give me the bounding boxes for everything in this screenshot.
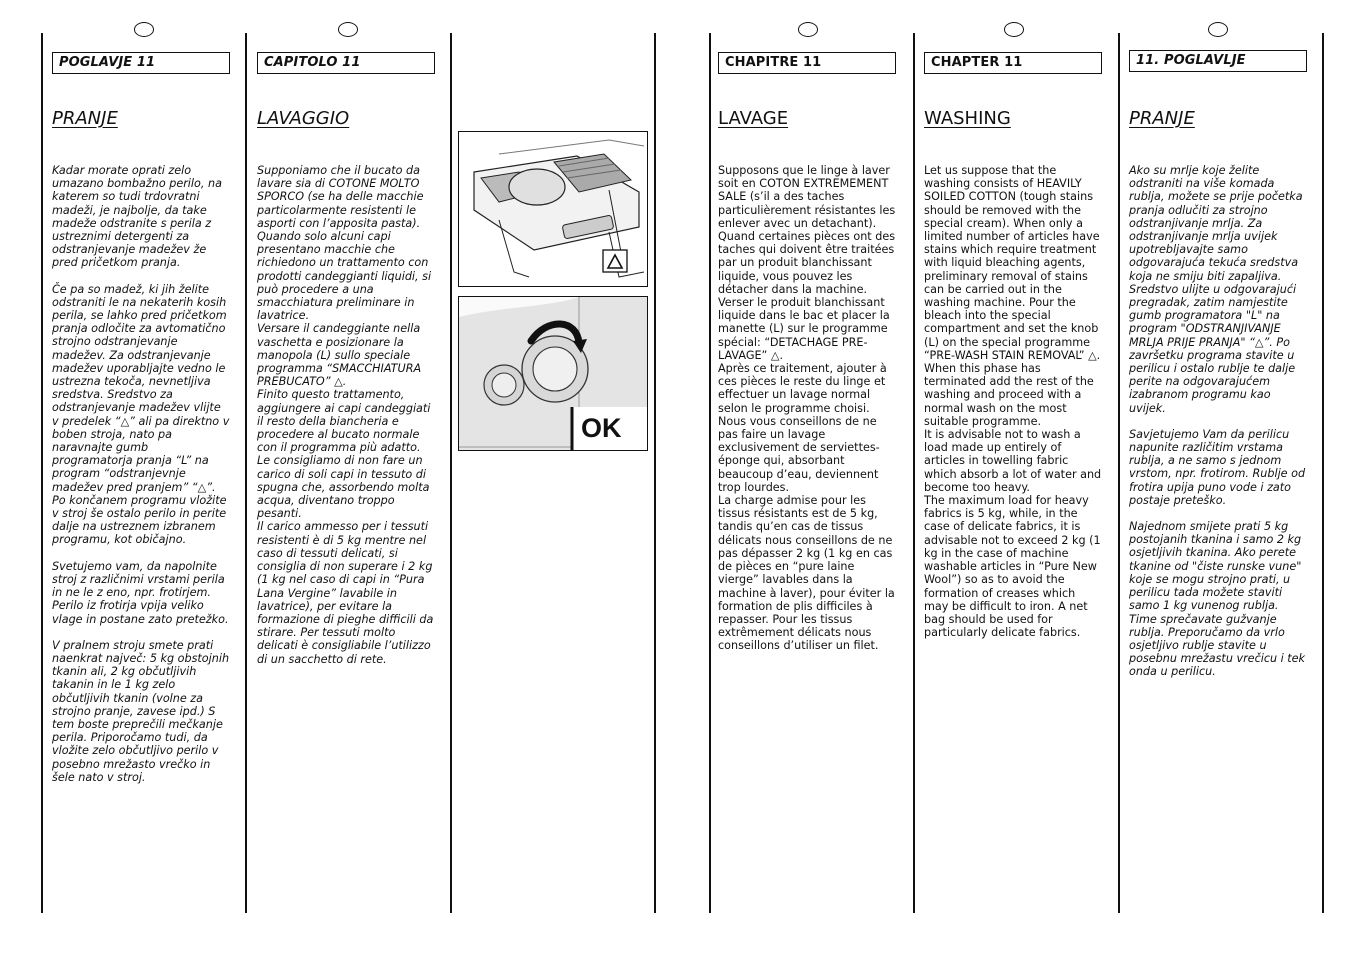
body-text [257, 164, 435, 666]
paragraph: Savjetujemo Vam da perilicu napunite različitim vrstama rublja, a ne samo s jednom vrstom, npr. frotirom. Rublje od frotira upija puno vode i zato postaje preteško. [1129, 427, 1306, 507]
body-text [924, 164, 1102, 639]
column-rule [41, 33, 43, 913]
section-title: LAVAGGIO [257, 108, 350, 129]
paragraph: When this phase has terminated add the rest of the washing and proceed with a normal wash on the most suitable programme. [924, 362, 1094, 428]
paragraph: Quand certaines pièces ont des taches qui doivent être traitées par un produit blanchissant liquide, vous pouvez les détacher dans la machine. Verser le produit blanchissant liquide dans le bac et placer la manette (L) sur le programme spécial: “DETACHAGE PRE-LAVAGE” △. [718, 230, 896, 362]
page-marker-oval [798, 22, 818, 37]
knob-illustration [459, 297, 648, 451]
column-croatian [1129, 52, 1307, 692]
paragraph: Le consigliamo di non fare un carico di soli capi in tessuto di spugna che, assorbendo molta acqua, diventano troppo pesanti. [257, 454, 430, 521]
column-italian [257, 52, 435, 666]
section-title: PRANJE [1129, 108, 1195, 129]
body-text [52, 164, 230, 784]
paragraph: La charge admise pour les tissus résistants est de 5 kg, tandis qu’en cas de tissus délicats nous conseillons de ne pas dépasser 2 kg (1 kg en cas de pièces en “pure laine vierge” lavables dans la machine à laver), pour éviter la formation de plis difficiles à repasser. Pour les tissus extrêmement délicats nous conseillons d’utiliser un filet. [718, 494, 895, 653]
section-title: LAVAGE [718, 108, 789, 129]
column-english [924, 52, 1102, 639]
chapter-header: CHAPTER 11 [924, 52, 1102, 74]
column-rule [450, 33, 452, 913]
detergent-drawer-figure [458, 131, 648, 287]
paragraph: Versare il candeggiante nella vaschetta e posizionare la manopola (L) sullo speciale programma “SMACCHIATURA PREBUCATO” △. [257, 322, 422, 389]
paragraph: Let us suppose that the washing consists of HEAVILY SOILED COTTON (tough stains should be removed with the special cream). When only a limited number of articles have stains which require treatment with liquid bleaching agents, preliminary removal of stains can be carried out in the washing machine. Pour the bleach into the special compartment and set the knob (L) on the special programme “PRE-WASH STAIN REMOVAL” △. [924, 164, 1101, 362]
page-marker-oval [134, 22, 154, 37]
page-marker-oval [1004, 22, 1024, 37]
paragraph: Ako su mrlje koje želite odstraniti na više komada rublja, možete se prije početka pranja odlučiti za strojno odstranjivanje mrlja. Za odstranjivanje mrlja uvijek upotrebljavajte samo odgovarajuća tekuća sredstva koja ne smiju biti zapaljiva. Sredstvo ulijte u odgovarajući pregradak, zatim namjestite gumb programatora "L" na program "ODSTRANJIVANJE MRLJA PRIJE PRANJA" “△”. Po završetku programa stavite u perilicu i ostalo rublje te dalje perite na odgovarajućem izabranom programu kao uvijek. [1129, 164, 1303, 415]
column-rule [1322, 33, 1324, 913]
paragraph: The maximum load for heavy fabrics is 5 kg, while, in the case of delicate fabrics, it is advisable not to exceed 2 kg (1 kg in the case of machine washable articles in “Pure New Wool”) so as to avoid the formation of creases which may be difficult to iron. A net bag should be used for particularly delicate fabrics. [924, 494, 1101, 640]
page-marker-oval [338, 22, 358, 37]
page-marker-oval [1208, 22, 1228, 37]
paragraph: Supposons que le linge à laver soit en COTON EXTREMEMENT SALE (s’il a des taches particulièrement résistantes les enlever avec un detachant). [718, 164, 896, 230]
chapter-header: 11. POGLAVLJE [1129, 50, 1307, 72]
ok-label: OK [581, 413, 622, 443]
column-french [718, 52, 896, 653]
paragraph: Svetujemo vam, da napolnite stroj z različnimi vrstami perila in ne le z eno, npr. frotirjem. Perilo iz frotirja vpija veliko vlage in postane zato pretežko. [52, 559, 229, 626]
paragraph: Quando solo alcuni capi presentano macchie che richiedono un trattamento con prodotti candeggianti liquidi, si può procedere a una smacchiatura preliminare in lavatrice. [257, 230, 432, 323]
drawer-illustration [459, 132, 648, 287]
column-rule [245, 33, 247, 913]
column-rule [709, 33, 711, 913]
paragraph: Il carico ammesso per i tessuti resistenti è di 5 kg mentre nel caso di tessuti delicati, si consiglia di non superare i 2 kg (1 kg nel caso di capi in “Pura Lana Vergine” lavabile in lavatrice), per evitare la formazione di pieghe difficili da stirare. Per tessuti molto delicati è consigliabile l’utilizzo di un sacchetto di rete. [257, 520, 434, 666]
body-text [1129, 164, 1307, 679]
paragraph: Najednom smijete prati 5 kg postojanih tkanina i samo 2 kg osjetljivih tkanina. Ako perete tkanine od "čiste runske vune" koje se mogu strojno prati, u perilicu tada možete staviti samo 1 kg vunenog rublja. Time sprečavate gužvanje rublja. Preporučamo da vrlo osjetljivo rublje stavite u posebnu mrežastu vrečicu i tek onda u perilicu. [1129, 520, 1306, 679]
column-slovenian [52, 52, 230, 797]
paragraph: Supponiamo che il bucato da lavare sia di COTONE MOLTO SPORCO (se ha delle macchie particolarmente resistenti le asporti con l’apposita pasta). [257, 164, 424, 230]
paragraph: It is advisable not to wash a load made up entirely of articles in towelling fabric which absorb a lot of water and become too heavy. [924, 428, 1102, 494]
chapter-header: CHAPITRE 11 [718, 52, 896, 74]
chapter-header: CAPITOLO 11 [257, 52, 435, 74]
column-rule [913, 33, 915, 913]
paragraph: Finito questo trattamento, aggiungere ai capi candeggiati il resto della biancheria e procedere al bucato normale con il programma più adatto. [257, 388, 431, 455]
paragraph: Če pa so madež, ki jih želite odstraniti le na nekaterih kosih perila, se lahko pred pričetkom pranja odločite za avtomatično strojno odstranjevanje madežev. Za odstranjevanje madežev uporabljajte vedno le ustrezna tekoča, nevnetljiva sredstva. Sredstvo za odstranjevanje madežev vlijte v predelek “△” ali pa direktno v boben stroja, nato pa naravnajte gumb programatorja pranja “L” na program “odstranjevnje madežev pred pranjem” “△”. Po končanem programu vložite v stroj še ostalo perilo in perite dalje na ustreznem izbranem programu, kot običajno. [52, 282, 230, 547]
paragraph: V pralnem stroju smete prati naenkrat največ: 5 kg obstojnih tkanin ali, 2 kg občutljivih takanin in le 1 kg zelo občutljivih tkanin (volne za strojno pranje, zavese ipd.) S tem boste preprečili mečkanje perila. Priporočamo tudi, da vložite zelo občutljivo perilo v posebno mrežasto vrečko in šele nato v stroj. [52, 638, 230, 784]
section-title: PRANJE [52, 108, 118, 129]
body-text [718, 164, 896, 653]
column-rule [1118, 33, 1120, 913]
programme-knob-figure [458, 296, 648, 451]
section-title: WASHING [924, 108, 1011, 129]
chapter-header: POGLAVJE 11 [52, 52, 230, 74]
paragraph: Après ce traitement, ajouter à ces pièces le reste du linge et effectuer un lavage normal selon le programme choisi. [718, 362, 887, 415]
column-rule [654, 33, 656, 913]
paragraph: Nous vous conseillons de ne pas faire un lavage exclusivement de serviettes-éponge qui, absorbant beaucoup d’eau, deviennent trop lourdes. [718, 414, 880, 494]
paragraph: Kadar morate oprati zelo umazano bombažno perilo, na katerem so tudi trdovratni madeži, je najbolje, da take madeže odstranite s perila z ustreznimi detergenti za odstranjevanje madežev že pred pričetkom pranja. [52, 164, 222, 270]
